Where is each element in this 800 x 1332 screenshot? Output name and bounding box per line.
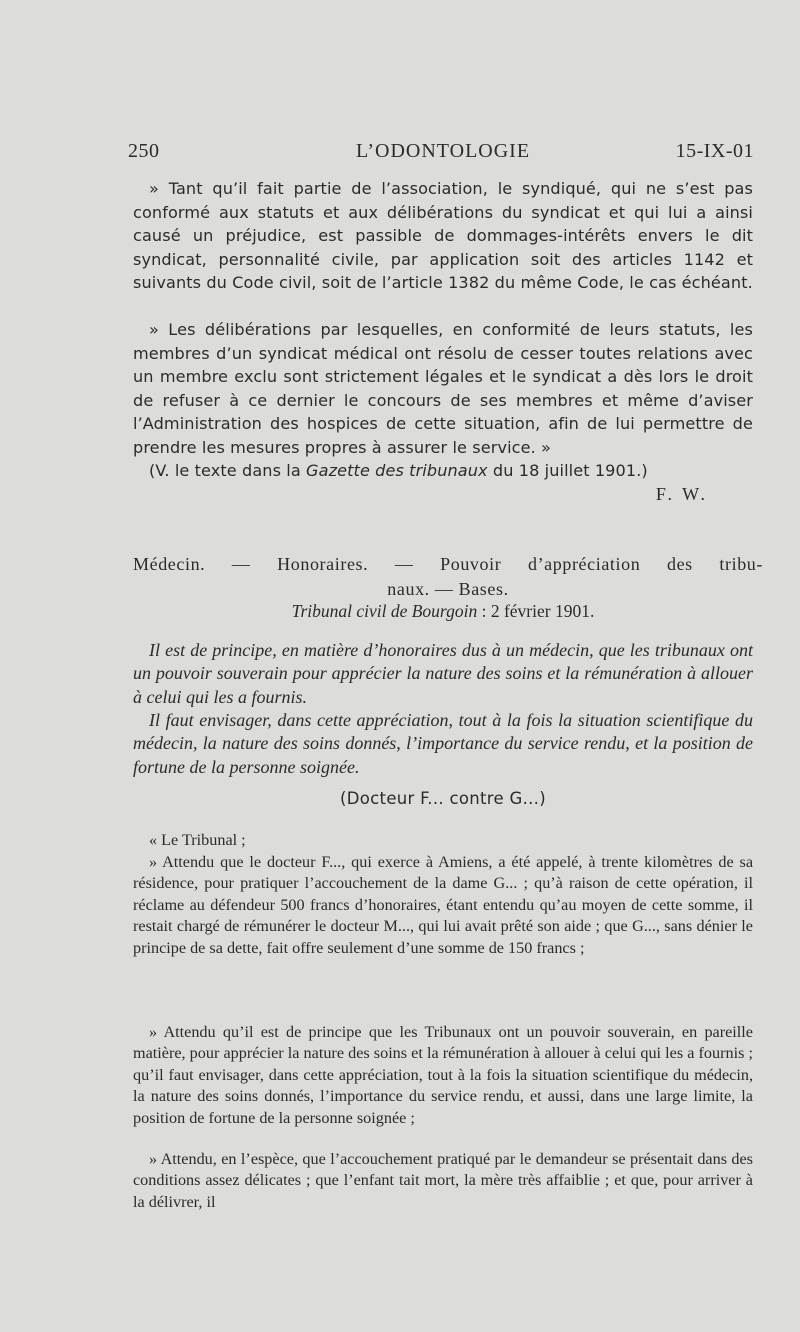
tribunal-date: : 2 février 1901. bbox=[477, 601, 595, 621]
source-journal: Gazette des tribunaux bbox=[306, 461, 488, 480]
summary-paragraph-1: Il est de principe, en matière d’honoraires dus à un médecin, que les tribunaux ont un pouvoir souverain pour apprécier la nature des soins et la rémunération à allouer à celui qui les a fournis. bbox=[133, 640, 753, 707]
source-prefix: (V. le texte dans la bbox=[149, 461, 307, 480]
case-parties: (Docteur F... contre G...) bbox=[340, 789, 546, 808]
tribunal-name: Tribunal civil de Bourgoin bbox=[291, 601, 478, 621]
issue-date: 15-IX-01 bbox=[675, 140, 754, 162]
section-heading-line-1: Médecin. — Honoraires. — Pouvoir d’appréciation des tribu- bbox=[133, 554, 763, 574]
section-heading-line-2: naux. — Bases. bbox=[387, 578, 509, 599]
section-heading bbox=[133, 552, 763, 601]
summary-paragraph-2: Il faut envisager, dans cette appréciation, tout à la fois la situation scientifique du médecin, la nature des soins donnés, l’importance du service rendu, et la position de fortune de la personne soignée. bbox=[133, 710, 753, 777]
journal-title: L’ODONTOLOGIE bbox=[355, 140, 531, 162]
judgment-attendu-2: » Attendu qu’il est de principe que les Tribunaux ont un pouvoir souverain, en pareille matière, pour apprécier la nature des soins et la rémunération à allouer à celui qui les a fournis ; qu’il faut envisager, dans cette appréciation, tout à la fois la situation scientifique du médecin, la nature des soins donnés, l’importance du service rendu, et aussi, dans une large limite, la position de fortune de la personne soignée ; bbox=[133, 1023, 753, 1127]
page-header bbox=[128, 140, 758, 166]
judgment-attendu-3: » Attendu, en l’espèce, que l’accouchement pratiqué par le demandeur se présentait dans des conditions assez délicates ; que l’enfant tait mort, la mère très affaiblie ; et que, pour arriver à la délivrer, il bbox=[133, 1150, 753, 1211]
page-number: 250 bbox=[128, 140, 160, 162]
quoted-paragraph-2: » Les délibérations par lesquelles, en conformité de leurs statuts, les membres d’un syndicat médical ont résolu de cesser toutes relations avec un membre exclu sont strictement légales et le syndicat a dès lors le droit de refuser à ce dernier le concours de ses membres et même d’aviser l’Administration des hospices de cette situation, afin de lui permettre de prendre les mesures propres à assurer le service. » bbox=[133, 320, 753, 457]
judgment-opening: « Le Tribunal ; bbox=[149, 831, 246, 849]
author-signature: F. W. bbox=[655, 484, 708, 504]
source-suffix: du 18 juillet 1901.) bbox=[487, 461, 648, 480]
tribunal-line bbox=[133, 601, 753, 622]
quoted-paragraph-1: » Tant qu’il fait partie de l’association, le syndiqué, qui ne s’est pas conformé aux statuts et aux délibérations du syndicat et qui lui a ainsi causé un préjudice, est passible de dommages-intérêts envers le dit syndicat, personnalité civile, par application soit des articles 1142 et suivants du Code civil, soit de l’article 1382 du même Code, le cas échéant. bbox=[133, 179, 753, 293]
source-reference bbox=[133, 459, 753, 483]
judgment-attendu-1: » Attendu que le docteur F..., qui exerce à Amiens, a été appelé, à trente kilomètres de sa résidence, pour pratiquer l’accouchement de la dame G... ; qu’à raison de cette opération, il réclame au défendeur 500 francs d’honoraires, étant entendu qu’au moyen de cette somme, il restait chargé de rémunérer le docteur M..., qui lui avait prêté son aide ; que G..., sans dénier le principe de sa dette, fait offre seulement d’une somme de 150 francs ; bbox=[133, 853, 753, 957]
